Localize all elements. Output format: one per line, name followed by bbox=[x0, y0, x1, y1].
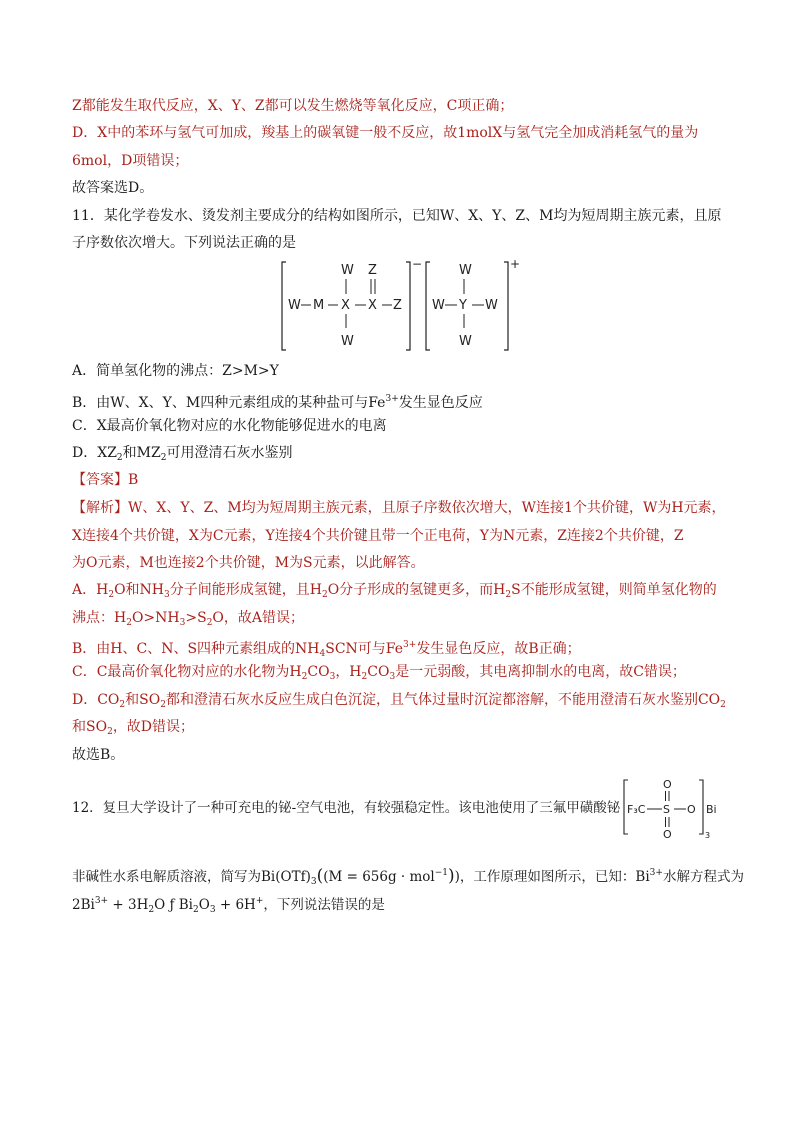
atom-label: W bbox=[341, 263, 354, 278]
question-11-stem: 11．某化学卷发水、烫发剂主要成分的结构如图所示，已知W、X、Y、Z、M均为短周期主族元素，且原 bbox=[72, 208, 722, 224]
otf-structure bbox=[622, 776, 732, 842]
question-11-stem: 子序数依次增大。下列说法正确的是 bbox=[72, 235, 296, 251]
option-c: C．X最高价氧化物对应的水化物能够促进水的电离 bbox=[72, 418, 387, 434]
option-a: A．简单氢化物的沸点：Z>M>Y bbox=[72, 363, 279, 379]
text-line: 故答案选D。 bbox=[72, 180, 154, 196]
f3c-label: F₃C bbox=[627, 803, 646, 816]
analysis: 为O元素，M也连接2个共价键，M为S元素，以此解答。 bbox=[72, 555, 425, 571]
atom-label: W bbox=[459, 263, 472, 278]
sulfur-label: S bbox=[663, 803, 670, 816]
atom-label: W bbox=[288, 298, 301, 313]
analysis-a: 沸点：$H_2O>NH_3>S_2O$，故A错误； bbox=[72, 610, 305, 628]
answer: 【答案】B bbox=[72, 472, 139, 488]
atom-label: W bbox=[485, 298, 498, 313]
cation-charge: + bbox=[510, 258, 521, 271]
anion-charge: − bbox=[412, 258, 423, 271]
analysis-c: C．C最高价氧化物对应的水化物为$H_2CO_3$，$H_2CO_3$是一元弱酸，其电离抑制水的电离，故C错误； bbox=[72, 664, 686, 682]
analysis-b: B．由H、C、N、S四种元素组成的$NH_4SCN$可与$Fe^{3+}$发生显色反应，故B正确； bbox=[72, 640, 581, 659]
oxygen-label: O bbox=[687, 803, 696, 816]
atom-label: M bbox=[313, 298, 325, 313]
analysis-d: 和$SO_2$，故D错误； bbox=[72, 719, 195, 737]
atom-label: Y bbox=[459, 298, 467, 313]
text-line: Z都能发生取代反应，X、Y、Z都可以发生燃烧等氧化反应，C项正确； bbox=[72, 98, 514, 114]
oxygen-label: O bbox=[663, 828, 672, 841]
atom-label: X bbox=[368, 298, 377, 313]
text-line: 6mol，D项错误； bbox=[72, 153, 189, 169]
analysis: 【解析】W、X、Y、Z、M均为短周期主族元素，且原子序数依次增大，W连接1个共价键，W为H元素， bbox=[72, 500, 726, 516]
atom-label: Z bbox=[393, 298, 402, 313]
bismuth-label: Bi bbox=[706, 803, 717, 816]
structure-diagram bbox=[278, 258, 528, 356]
oxygen-label: O bbox=[663, 778, 672, 791]
subscript-3: 3 bbox=[705, 831, 711, 840]
hydrolysis-equation: $2Bi^{3+} + 3H_2O$ ƒ $Bi_2O_3 + 6H^+$，下列说法错误的是 bbox=[72, 896, 385, 915]
question-12-stem: 非碱性水系电解质溶液，简写为$Bi(OTf)_3((M = 656g \cdot mol^{-1}))$，工作原理如图所示，已知：$Bi^{3+}$水解方程式为 bbox=[72, 866, 744, 887]
text-line: D．X中的苯环与氢气可加成，羧基上的碳氧键一般不反应，故1molX与氢气完全加成消耗氢气的量为 bbox=[72, 125, 699, 141]
final-answer: 故选B。 bbox=[72, 747, 125, 763]
analysis-d: D．$CO_2$和$SO_2$都和澄清石灰水反应生成白色沉淀，且气体过量时沉淀都溶解，不能用澄清石灰水鉴别$CO_2$ bbox=[72, 692, 726, 710]
atom-label: W bbox=[459, 334, 472, 349]
atom-label: W bbox=[432, 298, 445, 313]
option-d: D．$XZ_2$和$MZ_2$可用澄清石灰水鉴别 bbox=[72, 445, 293, 463]
atom-label: W bbox=[341, 334, 354, 349]
option-b: B．由W、X、Y、M四种元素组成的某种盐可与$Fe^{3+}$发生显色反应 bbox=[72, 394, 483, 411]
atom-label: X bbox=[341, 298, 350, 313]
analysis-a: A．$H_2O$和$NH_3$分子间能形成氢键，且$H_2O$分子形成的氢键更多，而$H_2S$不能形成氢键，则简单氢化物的 bbox=[72, 582, 717, 600]
atom-label: Z bbox=[368, 263, 377, 278]
analysis: X连接4个共价键，X为C元素，Y连接4个共价键且带一个正电荷，Y为N元素，Z连接2个共价键，Z bbox=[72, 528, 684, 544]
question-12-stem: 12．复旦大学设计了一种可充电的铋-空气电池，有较强稳定性。该电池使用了三氟甲磺酸铋 bbox=[72, 800, 621, 816]
